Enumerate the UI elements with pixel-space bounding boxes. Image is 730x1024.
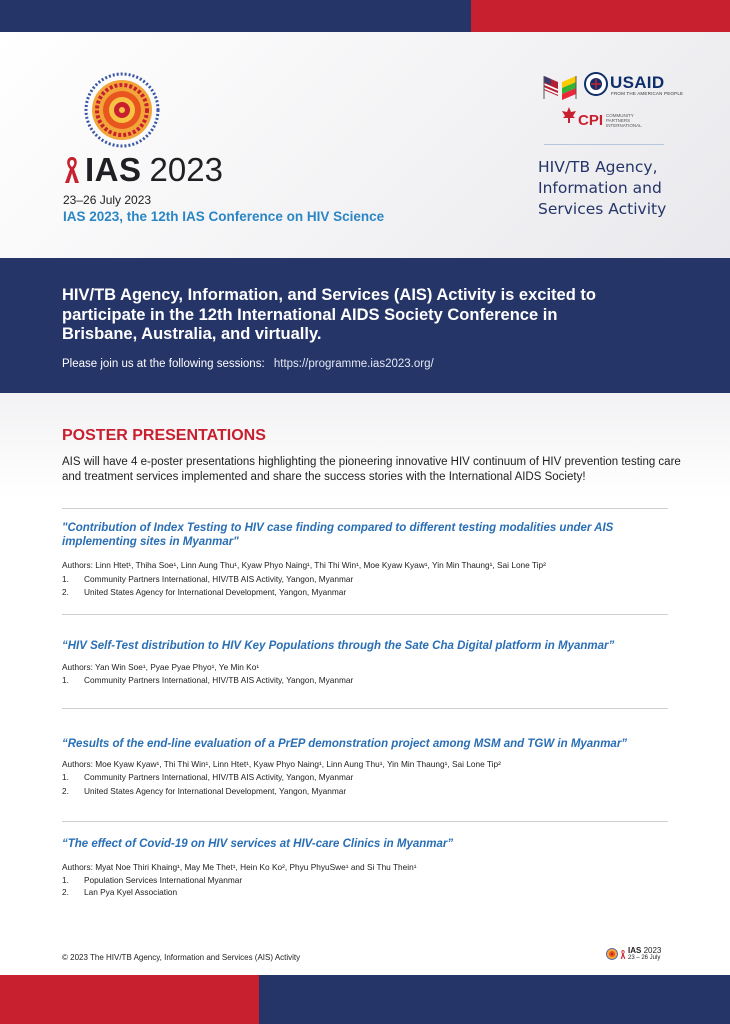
- footer-ias-logo: [606, 944, 674, 964]
- affiliation-text: United States Agency for International Development, Yangon, Myanmar: [84, 587, 347, 597]
- affiliation-number: 1.: [62, 574, 69, 584]
- affiliation-number: 1.: [62, 772, 69, 782]
- affiliation-text: Lan Pya Kyel Association: [84, 887, 178, 897]
- red-ribbon-icon: [620, 949, 626, 960]
- divider: [62, 614, 668, 615]
- affiliation: [62, 675, 353, 685]
- conference-dates: 23–26 July 2023: [63, 193, 152, 207]
- affiliation-text: Community Partners International, HIV/TB AIS Activity, Yangon, Myanmar: [84, 675, 354, 685]
- banner-headline: HIV/TB Agency, Information, and Services (AIS) Activity is excited to participate in the 12th International AIDS Society Conference in Brisbane, Australia, and virtually.: [62, 286, 596, 343]
- affiliation-number: 1.: [62, 675, 69, 685]
- poster-title: “Results of the end-line evaluation of a PrEP demonstration project among MSM and TGW in Myanmar”: [62, 738, 628, 750]
- poster-title: “HIV Self-Test distribution to HIV Key Populations through the Sate Cha Digital platform in Myanmar”: [62, 640, 615, 652]
- usaid-wordmark: USAID: [610, 73, 665, 92]
- top-red-bar: [471, 0, 730, 32]
- usaid-seal-icon: [584, 72, 608, 96]
- partner-divider: [544, 144, 664, 145]
- programme-link[interactable]: https://programme.ias2023.org/: [273, 358, 434, 370]
- ias-wordmark: IAS: [85, 151, 142, 188]
- cpi-wordmark: CPI: [578, 112, 604, 129]
- affiliation: [62, 574, 353, 584]
- ias-year: 2023: [149, 151, 223, 188]
- poster-authors: Authors: Moe Kyaw Kyaw¹, Thi Thi Win¹, Linn Htet¹, Kyaw Phyo Naing¹, Linn Aung Thu¹, Yin Min Thaung¹, Sai Lone Tip²: [62, 759, 501, 769]
- divider: [62, 708, 668, 709]
- usaid-tagline: FROM THE AMERICAN PEOPLE: [611, 91, 684, 96]
- bottom-navy-bar: [259, 975, 730, 1024]
- footer-logo-ias: IAS: [628, 945, 642, 955]
- banner-invite-text: Please join us at the following sessions:: [62, 358, 265, 370]
- poster-authors: Authors: Linn Htet¹, Thiha Soe¹, Linn Aung Thu¹, Kyaw Phyo Naing¹, Thi Thi Win¹, Moe Kyaw Kyaw¹, Yin Min Thaung¹, Sai Lone Tip²: [62, 560, 546, 570]
- footer-logo-text: [628, 947, 661, 962]
- divider: [62, 508, 668, 509]
- section-title: POSTER PRESENTATIONS: [62, 427, 266, 444]
- footer-copyright: © 2023 The HIV/TB Agency, Information and Services (AIS) Activity: [62, 953, 301, 962]
- red-ribbon-icon: [63, 155, 81, 185]
- ias-mandala-logo-icon: [606, 948, 618, 960]
- poster-authors: Authors: Myat Noe Thiri Khaing¹, May Me Thet¹, Hein Ko Ko², Phyu PhyuSwe¹ and Si Thu Thein¹: [62, 862, 417, 872]
- activity-title: HIV/TB Agency, Information and Services Activity: [538, 158, 667, 218]
- affiliation: [62, 772, 353, 782]
- poster-title: “The effect of Covid-19 on HIV services at HIV-care Clinics in Myanmar”: [62, 838, 454, 850]
- affiliation-text: United States Agency for International Development, Yangon, Myanmar: [84, 786, 347, 796]
- ias-2023-logo: [63, 150, 223, 190]
- affiliation: [62, 875, 242, 885]
- affiliation: [62, 587, 346, 597]
- section-intro: AIS will have 4 e-poster presentations highlighting the pioneering innovative HIV continuum of HIV prevention testing care and treatment services implemented and share the success stories with the International AIDS Society!: [62, 456, 681, 483]
- bottom-red-bar: [0, 975, 259, 1024]
- affiliation-number: 2.: [62, 786, 69, 796]
- poster-authors: Authors: Yan Win Soe¹, Pyae Pyae Phyo¹, Ye Min Ko¹: [62, 662, 260, 672]
- cpi-subtitle: COMMUNITY PARTNERS INTERNATIONAL: [606, 113, 642, 128]
- ias-mandala-logo-icon: [84, 72, 160, 148]
- affiliation-number: 2.: [62, 887, 69, 897]
- affiliation: [62, 887, 177, 897]
- cpi-maple-leaf-icon: [561, 106, 577, 124]
- affiliation-number: 2.: [62, 587, 69, 597]
- affiliation-text: Community Partners International, HIV/TB AIS Activity, Yangon, Myanmar: [84, 574, 354, 584]
- banner-invite: [62, 358, 434, 370]
- affiliation-text: Population Services International Myanmar: [84, 875, 243, 885]
- affiliation: [62, 786, 346, 796]
- divider: [62, 821, 668, 822]
- conference-name: IAS 2023, the 12th IAS Conference on HIV Science: [63, 209, 385, 224]
- top-navy-bar: [0, 0, 471, 32]
- footer-logo-year: 2023: [643, 945, 662, 955]
- poster-title: "Contribution of Index Testing to HIV case finding compared to different testing modalities under AIS implementing sites in Myanmar": [62, 522, 614, 548]
- affiliation-number: 1.: [62, 875, 69, 885]
- footer-logo-dates: 23 – 26 July: [628, 954, 661, 961]
- us-myanmar-flags-icon: [540, 72, 580, 100]
- affiliation-text: Community Partners International, HIV/TB AIS Activity, Yangon, Myanmar: [84, 772, 354, 782]
- footer-logo-title: [628, 947, 661, 955]
